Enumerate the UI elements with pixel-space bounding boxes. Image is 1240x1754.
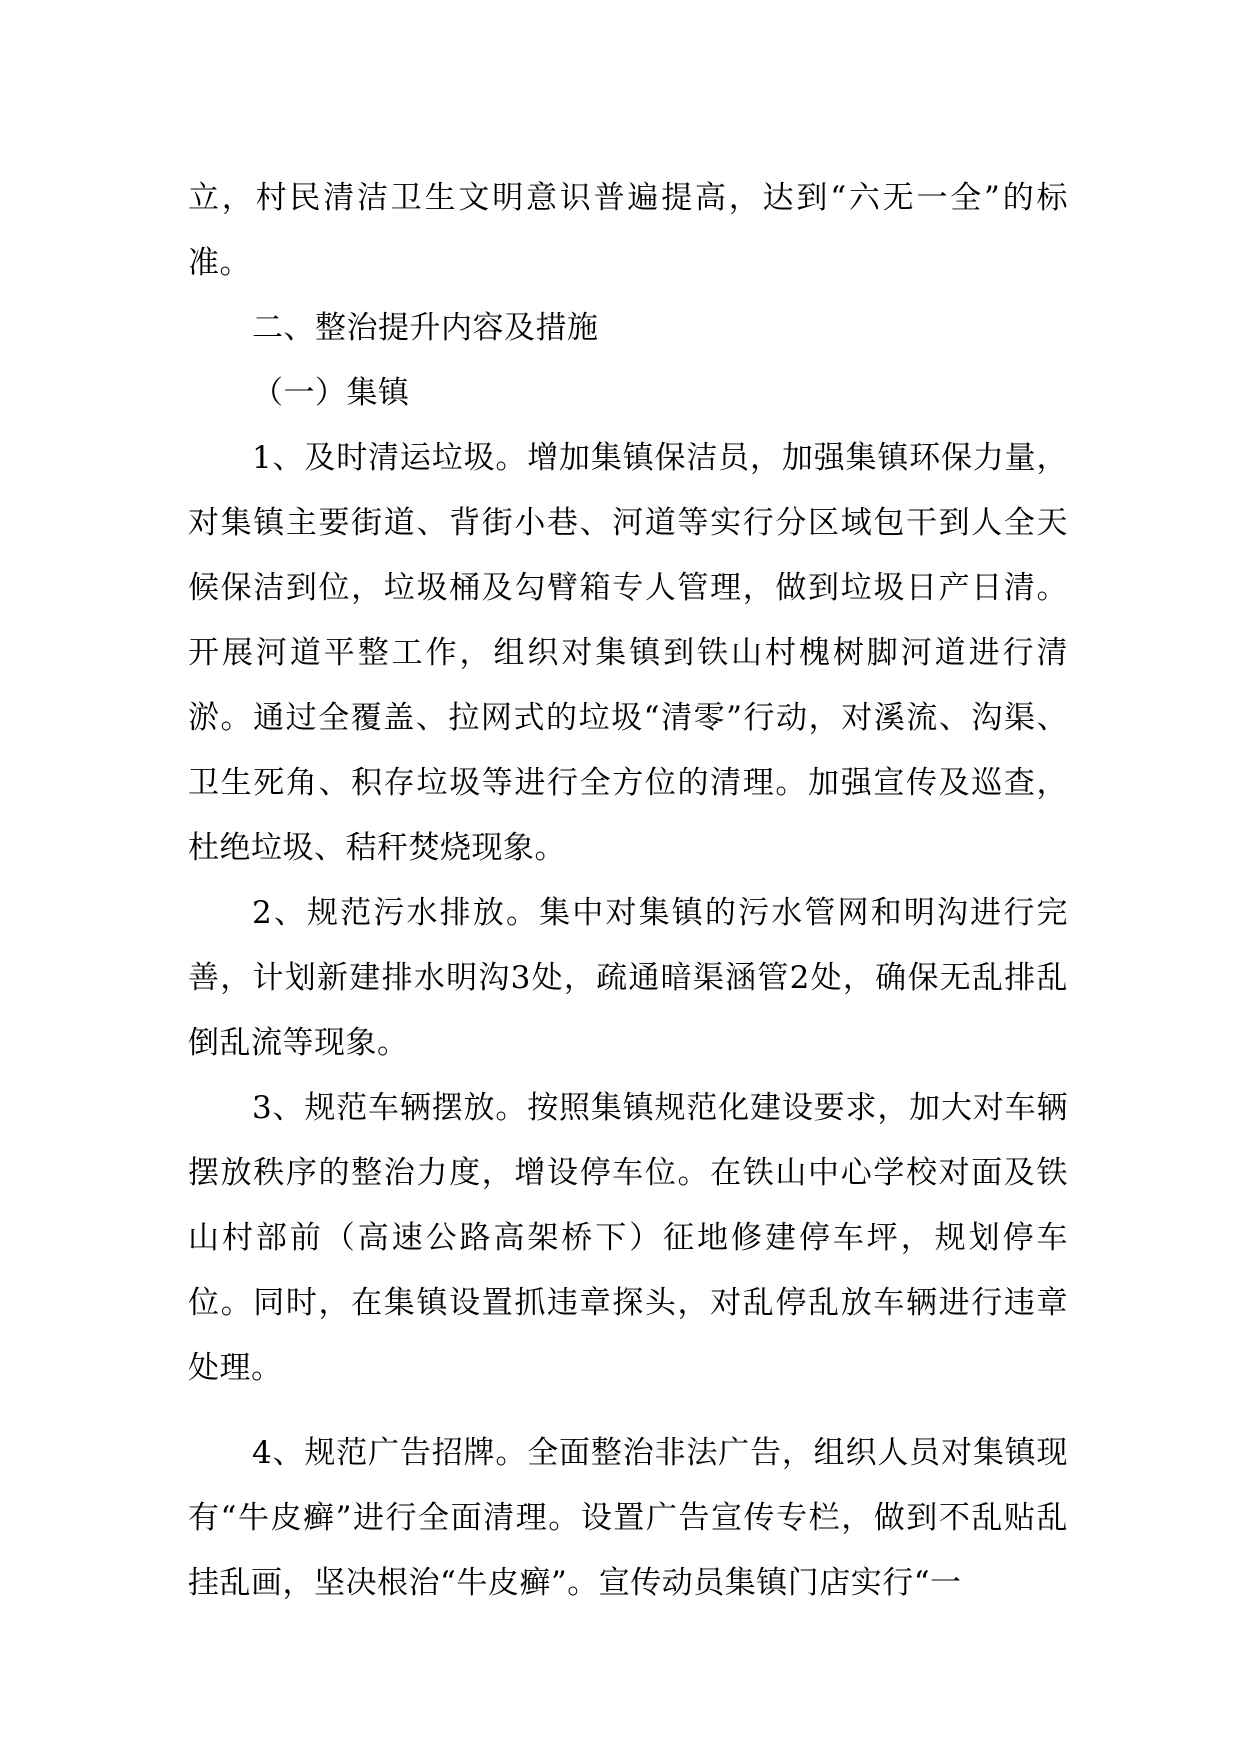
list-item-4: 4、规范广告招牌。全面整治非法广告，组织人员对集镇现有“牛皮癣”进行全面清理。设置广告宣传专栏，做到不乱贴乱挂乱画，坚决根治“牛皮癣”。宣传动员集镇门店实行“一 [188, 1435, 1068, 1601]
paragraph-continued: 立，村民清洁卫生文明意识普遍提高，达到“六无一全”的标准。 [188, 180, 1068, 281]
section-heading: 二、整治提升内容及措施 [252, 310, 599, 346]
document-body [188, 166, 1068, 1616]
list-item-1: 1、及时清运垃圾。增加集镇保洁员，加强集镇环保力量，对集镇主要街道、背街小巷、河道等实行分区域包干到人全天候保洁到位，垃圾桶及勾臂箱专人管理，做到垃圾日产日清。开展河道平整工作，组织对集镇到铁山村槐树脚河道进行清淤。通过全覆盖、拉网式的垃圾“清零”行动，对溪流、沟渠、卫生死角、积存垃圾等进行全方位的清理。加强宣传及巡查，杜绝垃圾、秸秆焚烧现象。 [188, 440, 1068, 866]
list-item-2: 2、规范污水排放。集中对集镇的污水管网和明沟进行完善，计划新建排水明沟3处，疏通暗渠涵管2处，确保无乱排乱倒乱流等现象。 [188, 895, 1068, 1061]
subsection-heading: （一）集镇 [252, 375, 410, 411]
list-item-3: 3、规范车辆摆放。按照集镇规范化建设要求，加大对车辆摆放秩序的整治力度，增设停车位。在铁山中心学校对面及铁山村部前（高速公路高架桥下）征地修建停车坪，规划停车位。同时，在集镇设置抓违章探头，对乱停乱放车辆进行违章处理。 [188, 1090, 1068, 1386]
